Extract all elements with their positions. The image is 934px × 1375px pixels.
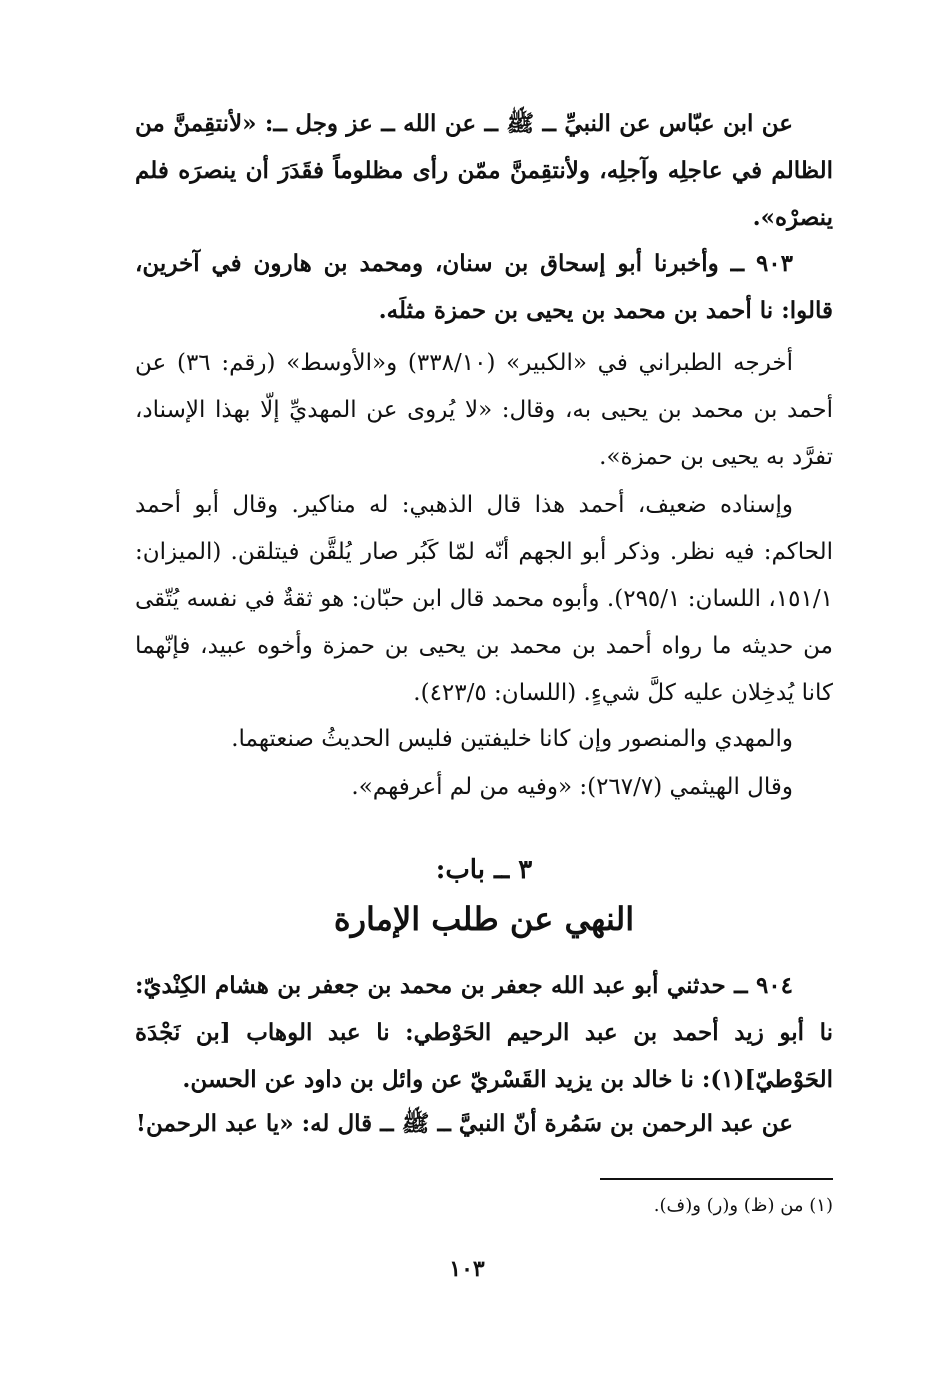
chapter-number: ٣ ــ باب:	[435, 855, 533, 885]
takhrij-paragraph: أخرجه الطبراني في «الكبير» (٣٣٨/١٠) و«الأوسط» (رقم: ٣٦) عن أحمد بن محمد بن يحيى به، وقال: «لا يُروى عن المهديِّ إلّا بهذا الإسناد، تفرَّد به يحيى بن حمزة».	[135, 350, 833, 470]
hadith-904-isnad: ٩٠٤ ــ حدثني أبو عبد الله جعفر بن محمد بن جعفر بن هشام الكِنْديّ: نا أبو زيد أحمد بن عبد الرحيم الحَوْطي: نا عبد الوهاب [بن نَجْدَة الحَوْطيّ](١): نا خالد بن يزيد القَسْريّ عن وائل بن داود عن الحسن.	[135, 972, 833, 1093]
haythami-note-line: وقال الهيثمي (٢٦٧/٧): «وفيه من لم أعرفهم».	[351, 774, 793, 800]
hadith-903: ٩٠٣ ــ وأخبرنا أبو إسحاق بن سنان، ومحمد بن هارون في آخرين، قالوا: نا أحمد بن محمد بن يحيى بن حمزة مثلَه.	[135, 250, 833, 324]
page-number: ١٠٣	[449, 1256, 485, 1282]
mahdi-note-line: والمهدي والمنصور وإن كانا خليفتين فليس الحديثُ صنعتهما.	[231, 726, 793, 752]
footnote: (١) من (ظ) و(ر) و(ف).	[653, 1195, 833, 1216]
hadith-902-continuation: عن ابن عبّاس عن النبيِّ ــ ﷺ ــ عن الله ــ عز وجل ــ: «لأنتقِمنَّ من الظالم في عاجلِه وآجلِه، ولأنتقِمنَّ ممّن رأى مظلوماً فقَدَرَ أن ينصرَه فلم ينصرْه».	[135, 110, 833, 231]
chapter-title: النهي عن طلب الإمارة	[333, 900, 635, 938]
isnad-commentary-paragraph: وإسناده ضعيف، أحمد هذا قال الذهبي: له مناكير. وقال أبو أحمد الحاكم: فيه نظر. وذكر أبو الجهم أنّه لمّا كَبُر صار يُلقَّن فيتلقن. (الميزان: ١٥١/١، اللسان: ٢٩٥/١). وأبوه محمد قال ابن حبّان: هو ثقةٌ في نفسه يُتّقى من حديثه ما رواه أحمد بن محمد بن يحيى بن حمزة وأخوه عبيد، فإنّهما كانا يُدخِلان عليه كلَّ شيءٍ. (اللسان: ٤٢٣/٥).	[135, 492, 833, 706]
footnote-separator	[600, 1178, 833, 1180]
hadith-904-matn: عن عبد الرحمن بن سَمُرة أنّ النبيَّ ــ ﷺ ــ قال له: «يا عبد الرحمن!	[135, 1110, 793, 1137]
